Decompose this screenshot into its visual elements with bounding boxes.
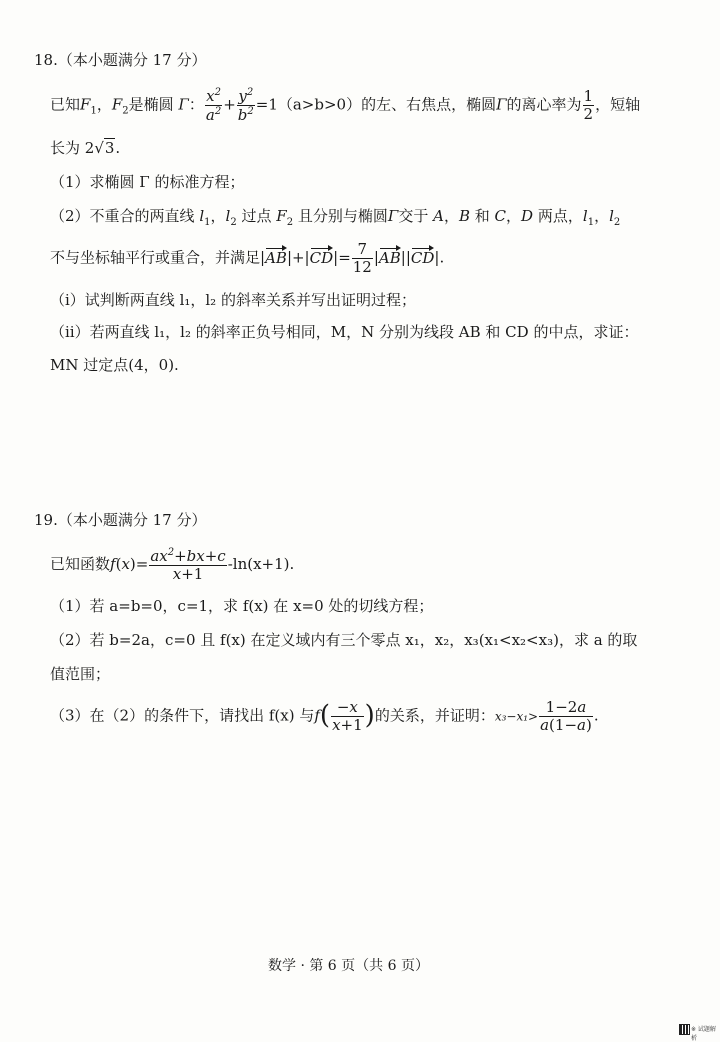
watermark-text: ※ 试题解析 bbox=[691, 1026, 716, 1042]
q19-part3: （3）在（2）的条件下，请找出 f(x) 与f( $\frac{-x}{x+1}$ )的关系，并证明：x₃−x₁> $\frac{1-2a}{a(1-a)}$ . bbox=[50, 698, 599, 734]
qr-code-icon bbox=[679, 1024, 690, 1035]
q18-part2-line1: （2）不重合的两直线 $l_1$，$l_2$ 过点 $F_2$ 且分别与椭圆Γ交于 A，B 和 C，D 两点，$l_1$，$l_2$ bbox=[50, 207, 621, 228]
q18-part2-line2: 不与坐标轴平行或重合，并满足|AB|+|CD|= $\frac{7}{12}$ |AB||CD|. bbox=[50, 240, 445, 276]
q18-part1: （1）求椭圆 Γ 的标准方程； bbox=[50, 173, 245, 191]
q19-part1: （1）若 a=b=0，c=1，求 f(x) 在 x=0 处的切线方程； bbox=[50, 597, 434, 615]
q18-part-ii-line2: MN 过定点(4，0). bbox=[50, 356, 179, 374]
q19-line1: 已知函数f(x)= $\frac{ax^2+bx+c}{x+1}$ -ln(x+1). bbox=[50, 547, 295, 583]
page-footer: 数学 · 第 6 页（共 6 页） bbox=[268, 958, 429, 974]
q19-part2-line1: （2）若 b=2a，c=0 且 f(x) 在定义域内有三个零点 x₁，x₂，x₃(x₁<x₂<x₃)，求 a 的取 bbox=[50, 631, 638, 649]
q18-part-ii-line1: （ⅱ）若两直线 l₁，l₂ 的斜率正负号相同，M，N 分别为线段 AB 和 CD 的中点，求证： bbox=[50, 323, 639, 341]
q19-part2-line2: 值范围； bbox=[50, 665, 111, 683]
q18-header: 18.（本小题满分 17 分） bbox=[34, 51, 207, 69]
q18-line2: 长为 2√3. bbox=[50, 139, 121, 157]
q18-line1: 已知$F_1$，$F_2$是椭圆 Γ： $\frac{x^2}{a^2}$ + $\frac{y^2}{b^2}$ =1（a>b>0）的左、右焦点，椭圆Γ的离心率为 $\frac{1}{2}$ ，短轴 bbox=[50, 87, 641, 124]
q19-header: 19.（本小题满分 17 分） bbox=[34, 511, 207, 529]
q18-part-i: （ⅰ）试判断两直线 l₁，l₂ 的斜率关系并写出证明过程； bbox=[50, 291, 416, 309]
